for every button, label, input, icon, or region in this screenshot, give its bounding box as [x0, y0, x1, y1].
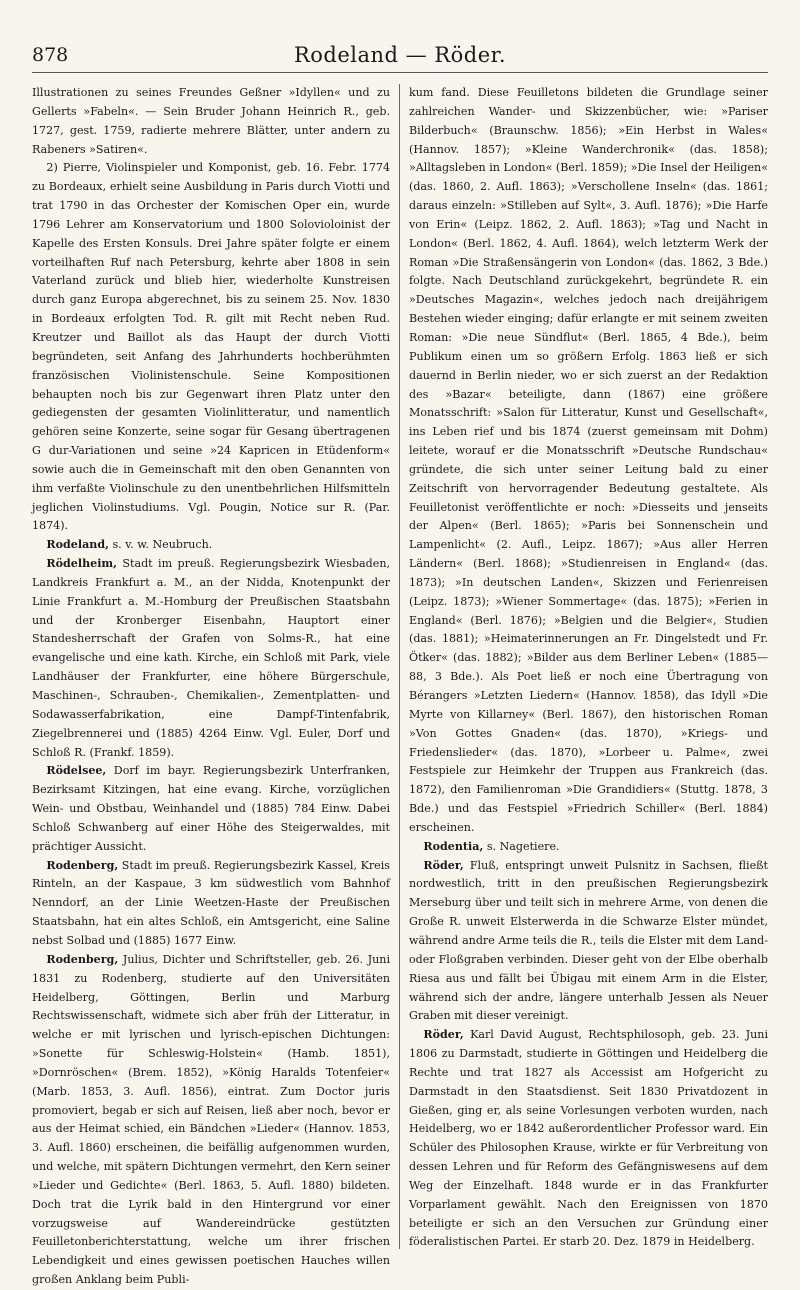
paragraph-text: 2) Pierre, Violinspieler und Komponist, geb. 16. Febr. 1774 zu Bordeaux, erhielt seine Ausbildung in Paris durch Viotti und trat 1790 in das Orchester der Komischen Oper ein, wurde 1796 Lehrer am Konservatorium und 1800 Solovioloinist der Kapelle des Ersten Konsuls. Drei Jahre später folgte er einem vorteilhaften Ruf nach Petersburg, kehrte aber 1808 in sein Vaterland zurück und blieb hier, wiederholte Kunstreisen durch ganz Europa abgerechnet, bis zu seinem 25. Nov. 1830 in Bordeaux erfolgten Tod. R. gilt mit Recht neben Rud. Kreutzer und Baillot als das Haupt der durch Viotti begründeten, seit Anfang des Jahrhunderts hochberühmten französischen Violinistenschule. Seine Kompositionen behaupten noch bis zur Gegenwart ihren Platz unter den gediegensten der gesamten Violinlitteratur, und namentlich gehören seine Konzerte, seine sogar für Gesang übertragenen G dur-Variationen und seine »24 Kapricen in Etüdenform« sowie auch die in Gemeinschaft mit den oben Genannten von ihm verfaßte Violinschule zu den unentbehrlichen Hilfsmitteln jeglichen Violinstudiums. Vgl. Pougin, Notice sur R. (Par. 1874).: [32, 161, 390, 533]
entry-roedelsee: [32, 762, 390, 856]
entry-roeder-karl: [409, 1026, 768, 1252]
paragraph-text: s. Nagetiere.: [483, 839, 560, 853]
right-column: [400, 84, 768, 1249]
entry-rodenberg-julius: [32, 951, 390, 1290]
running-title: Rodeland — Röder.: [293, 43, 507, 67]
paragraph-text: Fluß, entspringt unweit Pulsnitz in Sachsen, fließt nordwestlich, tritt in den preußischen Regierungsbezirk Merseburg über und teilt sich in mehrere Arme, von denen die Große R. unweit Elsterwerda in die Schwarze Elster mündet, während andre Arme teils die R., teils die Elster mit dem Land- oder Floßgraben verbinden. Dieser geht von der Elbe oberhalb Riesa aus und fällt bei Übigau mit einem Arm in die Elster, während sich der andre, längere unterhalb Jessen als Neuer Graben mit dieser vereinigt.: [409, 858, 768, 1023]
headword: Rodenberg,: [46, 858, 119, 872]
headword: Rodenberg,: [46, 952, 119, 966]
headword: Rödelheim,: [46, 557, 118, 571]
entry-roedelheim: [32, 555, 390, 762]
paragraph: [409, 84, 768, 838]
page-header: [32, 38, 768, 73]
paragraph-text: Stadt im preuß. Regierungsbezirk Kassel, Kreis Rinteln, an der Kaspaue, 3 km südwestlich vom Bahnhof Nenndorf, an der Linie Weetzen-Haste der Preußischen Staatsbahn, hat ein altes Schloß, ein Amtsgericht, eine Saline nebst Solbad und (1885) 1677 Einw.: [32, 858, 390, 947]
entry-rodentia: [409, 838, 768, 857]
paragraph: [32, 159, 390, 536]
article-columns: [32, 84, 768, 1287]
paragraph-text: Stadt im preuß. Regierungsbezirk Wiesbaden, Landkreis Frankfurt a. M., an der Nidda, Knotenpunkt der Linie Frankfurt a. M.-Homburg der Preußischen Staatsbahn und der Kronberger Eisenbahn, Hauptort einer Standesherrschaft der Grafen von Solms-R., hat eine evangelische und eine kath. Kirche, ein Schloß mit Park, viele Landhäuser der Frankfurter, eine höhere Bürgerschule, Maschinen-, Schrauben-, Chemikalien-, Zementplatten- und Sodawasserfabrikation, eine Dampf-Tintenfabrik, Ziegelbrennerei und (1885) 4264 Einw. Vgl. Euler, Dorf und Schloß R. (Frankf. 1859).: [32, 557, 390, 759]
paragraph-text: kum fand. Diese Feuilletons bildeten die Grundlage seiner zahlreichen Wander- und Skizzenbücher, wie: »Pariser Bilderbuch« (Braunschw. 1856); »Ein Herbst in Wales« (Hannov. 1857); »Kleine Wanderchronik« (das. 1858); »Alltagsleben in London« (Berl. 1859); »Die Insel der Heiligen« (das. 1860, 2. Aufl. 1863); »Verschollene Inseln« (das. 1861; daraus einzeln: »Stilleben auf Sylt«, 3. Aufl. 1876); »Die Harfe von Erin« (Leipz. 1862, 2. Aufl. 1863); »Tag und Nacht in London« (Berl. 1862, 4. Aufl. 1864), welch letzterm Werk der Roman »Die Straßensängerin von London« (das. 1862, 3 Bde.) folgte. Nach Deutschland zurückgekehrt, begründete R. ein »Deutsches Magazin«, welches jedoch nach dreijährigem Bestehen wieder einging; dafür erlangte er mit seinem zweiten Roman: »Die neue Sündflut« (Berl. 1865, 4 Bde.), beim Publikum einen um so größern Erfolg. 1863 ließ er sich dauernd in Berlin nieder, wo er sich zuerst an der Redaktion des »Bazar« beteiligte, dann (1867) eine größere Monatsschrift: »Salon für Litteratur, Kunst und Gesellschaft«, ins Leben rief und bis 1874 (zuerst gemeinsam mit Dohm) leitete, worauf er die Monatsschrift »Deutsche Rundschau« gründete, die sich unter seiner Leitung bald zu einer Zeitschrift von hervorragender Bedeutung gestaltete. Als Feuilletonist veröffentlichte er noch: »Diesseits und jenseits der Alpen« (Berl. 1865); »Paris bei Sonnenschein und Lampenlicht« (2. Aufl., Leipz. 1867); »Aus aller Herren Ländern« (Berl. 1868); »Studienreisen in England« (das. 1873); »In deutschen Landen«, Skizzen und Ferienreisen (Leipz. 1873); »Wiener Sommertage« (das. 1875); »Ferien in England« (Berl. 1876); »Belgien und die Belgier«, Studien (das. 1881); »Heimaterinnerungen an Fr. Dingelstedt und Fr. Ötker« (das. 1882); »Bilder aus dem Berliner Leben« (1885—88, 3 Bde.). Als Poet ließ er noch eine Übertragung von Bérangers »Letzten Liedern« (Hannov. 1858), das Idyll »Die Myrte von Killarney« (Berl. 1867), den historischen Roman »Von Gottes Gnaden« (das. 1870), »Kriegs- und Friedenslieder« (das. 1870), »Lorbeer u. Palme«, zwei Festspiele zur Heimkehr der Truppen aus Frankreich (das. 1872), den Familienroman »Die Grandidiers« (Stuttg. 1878, 3 Bde.) und das Festspiel »Friedrich Schiller« (Berl. 1884) erscheinen.: [409, 86, 768, 834]
paragraph-text: Illustrationen zu seines Freundes Geßner »Idyllen« und zu Gellerts »Fabeln«. — Sein Bruder Johann Heinrich R., geb. 1727, gest. 1759, radierte mehrere Blätter, unter andern zu Rabeners »Satiren«.: [32, 86, 390, 156]
paragraph-text: Julius, Dichter und Schriftsteller, geb. 26. Juni 1831 zu Rodenberg, studierte auf den Universitäten Heidelberg, Göttingen, Berlin und Marburg Rechtswissenschaft, widmete sich aber früh der Litteratur, in welche er mit lyrischen und lyrisch-epischen Dichtungen: »Sonette für Schleswig-Holstein« (Hamb. 1851), »Dornröschen« (Brem. 1852), »König Haralds Totenfeier« (Marb. 1853, 3. Aufl. 1856), eintrat. Zum Doctor juris promoviert, begab er sich auf Reisen, ließ aber noch, bevor er aus der Heimat schied, ein Bändchen »Lieder« (Hannov. 1853, 3. Aufl. 1860) erscheinen, die beifällig aufgenommen wurden, und welche, mit spätern Dichtungen vermehrt, den Kern seiner »Lieder und Gedichte« (Berl. 1863, 5. Aufl. 1880) bildeten. Doch trat die Lyrik bald in den Hintergrund vor einer vorzugsweise auf Wandereindrücke gestützten Feuilletonberichterstattung, welche um ihrer frischen Lebendigkeit und eines gewissen poetischen Hauches willen großen Anklang beim Publi-: [32, 952, 390, 1287]
entry-rodenberg-town: [32, 857, 390, 951]
headword: Röder,: [423, 1028, 464, 1042]
page-number: 878: [32, 44, 69, 66]
paragraph-text: Dorf im bayr. Regierungsbezirk Unterfranken, Bezirksamt Kitzingen, hat eine evang. Kirche, vorzüglichen Wein- und Obstbau, Weinhandel und (1885) 784 Einw. Dabei Schloß Schwanberg auf einer Höhe des Steigerwaldes, mit prächtiger Aussicht.: [32, 764, 390, 853]
entry-rodeland: [32, 536, 390, 555]
paragraph-text: s. v. w. Neubruch.: [108, 538, 213, 552]
paragraph: [32, 84, 390, 159]
headword: Rodentia,: [423, 839, 484, 853]
paragraph-text: Karl David August, Rechtsphilosoph, geb. 23. Juni 1806 zu Darmstadt, studierte in Göttingen und Heidelberg die Rechte und trat 1827 als Accessist am Hofgericht zu Darmstadt in den Staatsdienst. Seit 1830 Privatdozent in Gießen, ging er, als seine Vorlesungen verboten wurden, nach Heidelberg, wo er 1842 außerordentlicher Professor ward. Ein Schüler des Philosophen Krause, wirkte er für Verbreitung von dessen Lehren und für Reform des Gefängniswesens auf dem Weg der Einzelhaft. 1848 wurde er in das Frankfurter Vorparlament gewählt. Nach den Ereignissen von 1870 beteiligte er sich an den Versuchen zur Gründung einer föderalistischen Partei. Er starb 20. Dez. 1879 in Heidelberg.: [409, 1028, 768, 1249]
headword: Rodeland,: [46, 538, 109, 552]
headword: Röder,: [423, 858, 464, 872]
entry-roeder-river: [409, 857, 768, 1027]
headword: Rödelsee,: [46, 764, 107, 778]
left-column: [32, 84, 400, 1287]
